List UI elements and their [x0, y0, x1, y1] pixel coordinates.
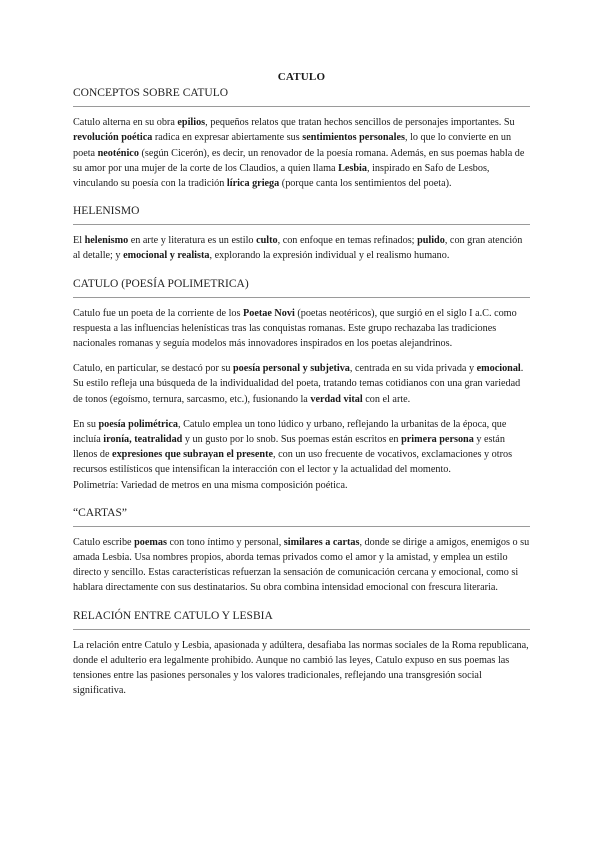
paragraph — [73, 417, 530, 478]
bold-text: neoténico — [97, 147, 139, 159]
section-heading: HELENISMO — [73, 205, 140, 218]
paragraph — [73, 306, 530, 352]
section — [73, 277, 530, 493]
section-divider — [73, 297, 530, 298]
bold-text: epilios — [177, 117, 206, 129]
section-divider — [73, 629, 530, 630]
text-run: , Catulo emplea un tono lúdico y urbano, reflejando la urbanitas de la época, que incluía — [73, 418, 507, 446]
paragraph — [73, 115, 530, 191]
text-run: radica en expresar abiertamente sus — [152, 132, 303, 144]
text-run: (porque canta los sentimientos del poeta). — [279, 178, 452, 190]
text-run: , pequeños relatos que tratan hechos sencillos de personajes importantes. Su — [205, 117, 515, 129]
bold-text: lírica griega — [226, 178, 280, 190]
bold-text: sentimientos personales — [302, 132, 405, 144]
text-run: con tono íntimo y personal, — [166, 536, 284, 548]
bold-text: similares a cartas — [283, 536, 360, 548]
document-page — [73, 70, 530, 711]
section-heading: CATULO (POESÍA POLIMETRICA) — [73, 277, 249, 290]
text-run: El — [73, 235, 85, 247]
section-heading: “CARTAS” — [73, 506, 127, 519]
section-divider — [73, 526, 530, 527]
bold-text: emocional y realista — [123, 250, 210, 262]
section — [73, 204, 530, 263]
bold-text: culto — [256, 235, 278, 247]
text-run: (según Cicerón), es decir, un renovador de la poesía romana. Además, en sus poemas habla de su amor por una mujer de la corte de los Claudios, a quien llama — [73, 147, 525, 174]
bold-text: Poetae Novi — [243, 307, 295, 319]
text-run: y están llenos de — [73, 434, 505, 461]
text-run: , inspirado en Safo de Lesbos, vinculando su poesía con la tradición — [73, 162, 490, 190]
text-run: , con enfoque en temas refinados; — [277, 235, 418, 247]
bold-text: pulido — [417, 235, 445, 247]
text-run: La relación entre Catulo y Lesbia, apasionada y adúltera, desafiaba las normas sociales de la Roma republicana, donde el adulterio era legalmente prohibido. Aunque no cambió las leyes, Catulo expuso en sus poemas las tensiones entre las pasiones personales y los valores tradicionales, reflejando una transgresión social significativa. — [73, 639, 529, 697]
sections-container — [73, 86, 530, 698]
text-run: , con un uso frecuente de vocativos, exclamaciones y otros recursos estilísticos que intensifican la interacción con el lector y la actualidad del momento. — [73, 449, 513, 476]
bold-text: emocional — [476, 363, 521, 375]
bold-text: poemas — [134, 536, 167, 548]
text-run: en arte y literatura es un estilo — [128, 235, 257, 247]
bold-text: Lesbia — [338, 162, 367, 174]
paragraph — [73, 361, 530, 407]
bold-text: primera persona — [401, 434, 474, 446]
document-title: CATULO — [277, 71, 326, 83]
bold-text: poesía polimétrica — [98, 418, 178, 430]
text-run: Catulo alterna en su obra — [73, 117, 178, 129]
text-run: En su — [73, 418, 99, 430]
section-divider — [73, 106, 530, 107]
bold-text: helenismo — [84, 235, 129, 247]
paragraph — [73, 638, 530, 699]
paragraph — [73, 233, 530, 263]
text-run: Catulo escribe — [73, 536, 135, 548]
text-run: Catulo, en particular, se destacó por su — [73, 363, 233, 375]
section — [73, 609, 530, 699]
bold-text: poesía personal y subjetiva — [233, 363, 350, 375]
text-run: , lo que lo convierte en un poeta — [73, 132, 512, 159]
text-run: , con gran atención al detalle; y — [73, 235, 523, 262]
bold-text: verdad vital — [310, 393, 363, 405]
text-run: Catulo fue un poeta de la corriente de los — [73, 307, 244, 319]
section-heading: RELACIÓN ENTRE CATULO Y LESBIA — [73, 609, 273, 622]
text-run: , centrada en su vida privada y — [349, 363, 477, 375]
text-run: , explorando la expresión individual y el realismo humano. — [209, 250, 450, 262]
text-run: , donde se dirige a amigos, enemigos o su amada Lesbia. Usa nombres propios, aborda temas privados como el amor y la amistad, y emplea un estilo directo y sencillo. Estas características refuerzan la sensación de comunicación cercana y emocional, como si hablara directamente con sus destinatarios. Su obra combina intensidad emocional con frescura literaria. — [73, 536, 530, 594]
text-run: y un gusto por lo snob. Sus poemas están escritos en — [182, 434, 402, 446]
definition-note: Polimetría: Variedad de metros en una misma composición poética. — [73, 479, 348, 491]
text-run: (poetas neotéricos), que surgió en el siglo I a.C. como respuesta a las influencias helenísticas tras las conquistas romanas. Este grupo rechazaba las tradiciones nacionales romanas y seguía modelos más innovadores inspirados en los poetas alejandrinos. — [73, 307, 517, 350]
bold-text: expresiones que subrayan el presente — [112, 449, 273, 461]
section-divider — [73, 224, 530, 225]
section — [73, 86, 530, 191]
section — [73, 506, 530, 596]
section-heading: CONCEPTOS SOBRE CATULO — [73, 87, 229, 100]
text-run: con el arte. — [362, 393, 411, 405]
bold-text: ironía, teatralidad — [103, 434, 183, 446]
paragraph — [73, 535, 530, 596]
text-run: . Su estilo refleja una búsqueda de la individualidad del poeta, tratando temas cotidianos con una gran variedad de tonos (egoísmo, ternura, sarcasmo, etc.), fusionando la — [73, 363, 524, 405]
bold-text: revolución poética — [73, 132, 153, 144]
